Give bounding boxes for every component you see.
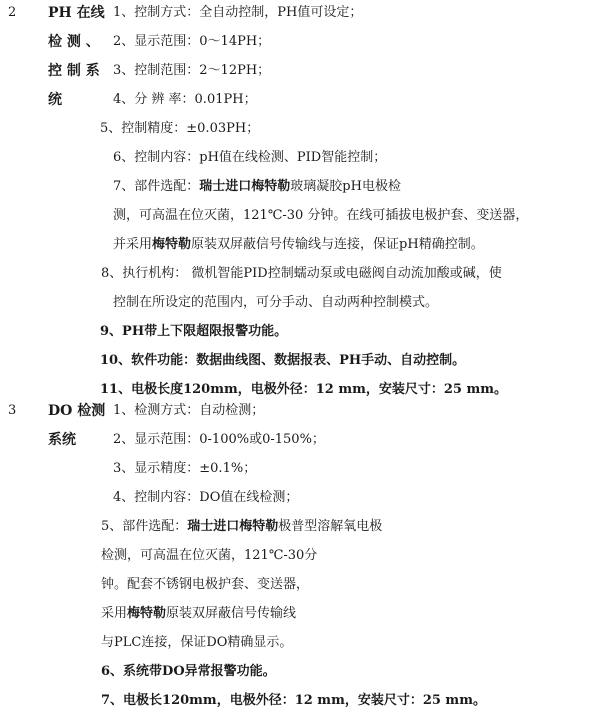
section2-item-14 <box>100 379 507 401</box>
spec-text: 钟。配套不锈钢电极护套、变送器， <box>101 577 310 592</box>
section3-item-7 <box>101 574 309 596</box>
spec-text: 3、控制范围：2～12PH； <box>113 63 271 78</box>
section2-item-5 <box>100 118 259 140</box>
spec-text: 原装双屏蔽信号传输线 <box>166 606 297 621</box>
spec-text: 4、分 辨 率：0.01PH； <box>113 92 257 107</box>
spec-text: 5、控制精度：±0.03PH； <box>100 121 260 136</box>
emphasis-text: 10、软件功能：数据曲线图、数据报表、PH手动、自动控制。 <box>100 353 466 368</box>
spec-text: 玻璃凝胶pH电极检 <box>290 179 401 194</box>
section2-item-12 <box>100 321 287 343</box>
section2-item-8 <box>113 205 528 227</box>
emphasis-text: 11、电极长度120mm，电极外径：12 mm，安装尺寸：25 mm。 <box>100 382 507 397</box>
emphasis-text: 梅特勒 <box>127 606 167 621</box>
section3-item-4 <box>113 487 298 509</box>
section-3-label-line: DO 检测 <box>48 403 106 419</box>
spec-text: 2、显示范围：0～14PH； <box>113 34 271 49</box>
section3-item-5 <box>101 516 382 538</box>
spec-text: 检测，可高温在位灭菌，121℃-30分 <box>101 548 318 563</box>
section2-item-2 <box>113 31 270 53</box>
section3-item-11 <box>101 690 486 712</box>
section-3-label-line: 系统 <box>48 432 76 448</box>
section3-item-2 <box>113 429 325 451</box>
emphasis-text: 9、PH带上下限超限报警功能。 <box>100 324 288 339</box>
section2-item-13 <box>100 350 465 372</box>
spec-text: 5、部件选配： <box>101 519 188 534</box>
section-2-label-line: 检 测 、 <box>48 34 100 50</box>
section2-item-9 <box>113 234 484 256</box>
section-3-number: 3 <box>8 403 17 418</box>
spec-text: 并采用 <box>113 237 153 252</box>
section-2-label-line: PH 在线 <box>48 5 105 21</box>
emphasis-text: 梅特勒 <box>152 237 192 252</box>
spec-text: 采用 <box>101 606 128 621</box>
spec-text: 测，可高温在位灭菌，121℃-30 分钟。在线可插拔电极护套、变送器， <box>113 208 529 223</box>
emphasis-text: 瑞士进口梅特勒 <box>187 519 279 534</box>
section2-item-10 <box>101 263 502 285</box>
section2-item-11 <box>113 292 438 314</box>
spec-text: 1、检测方式：自动检测； <box>113 403 265 418</box>
spec-text: 1、控制方式：全自动控制，PH值可设定； <box>113 5 363 20</box>
section2-item-4 <box>113 89 257 111</box>
spec-text: 7、部件选配： <box>113 179 200 194</box>
spec-text: 原装双屏蔽信号传输线与连接，保证pH精确控制。 <box>191 237 484 252</box>
section-2-number: 2 <box>8 5 17 20</box>
section3-item-3 <box>113 458 256 480</box>
spec-text: 控制在所设定的范围内，可分手动、自动两种控制模式。 <box>113 295 439 310</box>
section2-item-3 <box>113 60 270 82</box>
section2-item-6 <box>113 147 386 169</box>
emphasis-text: 6、系统带DO异常报警功能。 <box>101 664 276 679</box>
section3-item-10 <box>101 661 276 683</box>
section3-item-8 <box>101 603 296 625</box>
emphasis-text: 瑞士进口梅特勒 <box>199 179 291 194</box>
spec-text: 极普型溶解氧电极 <box>278 519 383 534</box>
spec-text: 3、显示精度：±0.1%； <box>113 461 257 476</box>
section3-item-6 <box>101 545 317 567</box>
spec-text: 与PLC连接，保证DO精确显示。 <box>101 635 293 650</box>
section3-item-1 <box>113 400 264 422</box>
section2-item-1 <box>113 2 362 24</box>
section-2-label-line: 控 制 系 <box>48 63 100 79</box>
emphasis-text: 7、电极长120mm，电极外径：12 mm，安装尺寸：25 mm。 <box>101 693 486 708</box>
section-2-label-line: 统 <box>48 92 62 108</box>
spec-text: 8、执行机构： 微机智能PID控制蠕动泵或电磁阀自动流加酸或碱，使 <box>101 266 502 281</box>
spec-text: 4、控制内容：DO值在线检测； <box>113 490 299 505</box>
spec-text: 2、显示范围：0-100%或0-150%； <box>113 432 325 447</box>
spec-text: 6、控制内容：pH值在线检测、PID智能控制； <box>113 150 387 165</box>
section3-item-9 <box>101 632 292 654</box>
section2-item-7 <box>113 176 401 198</box>
